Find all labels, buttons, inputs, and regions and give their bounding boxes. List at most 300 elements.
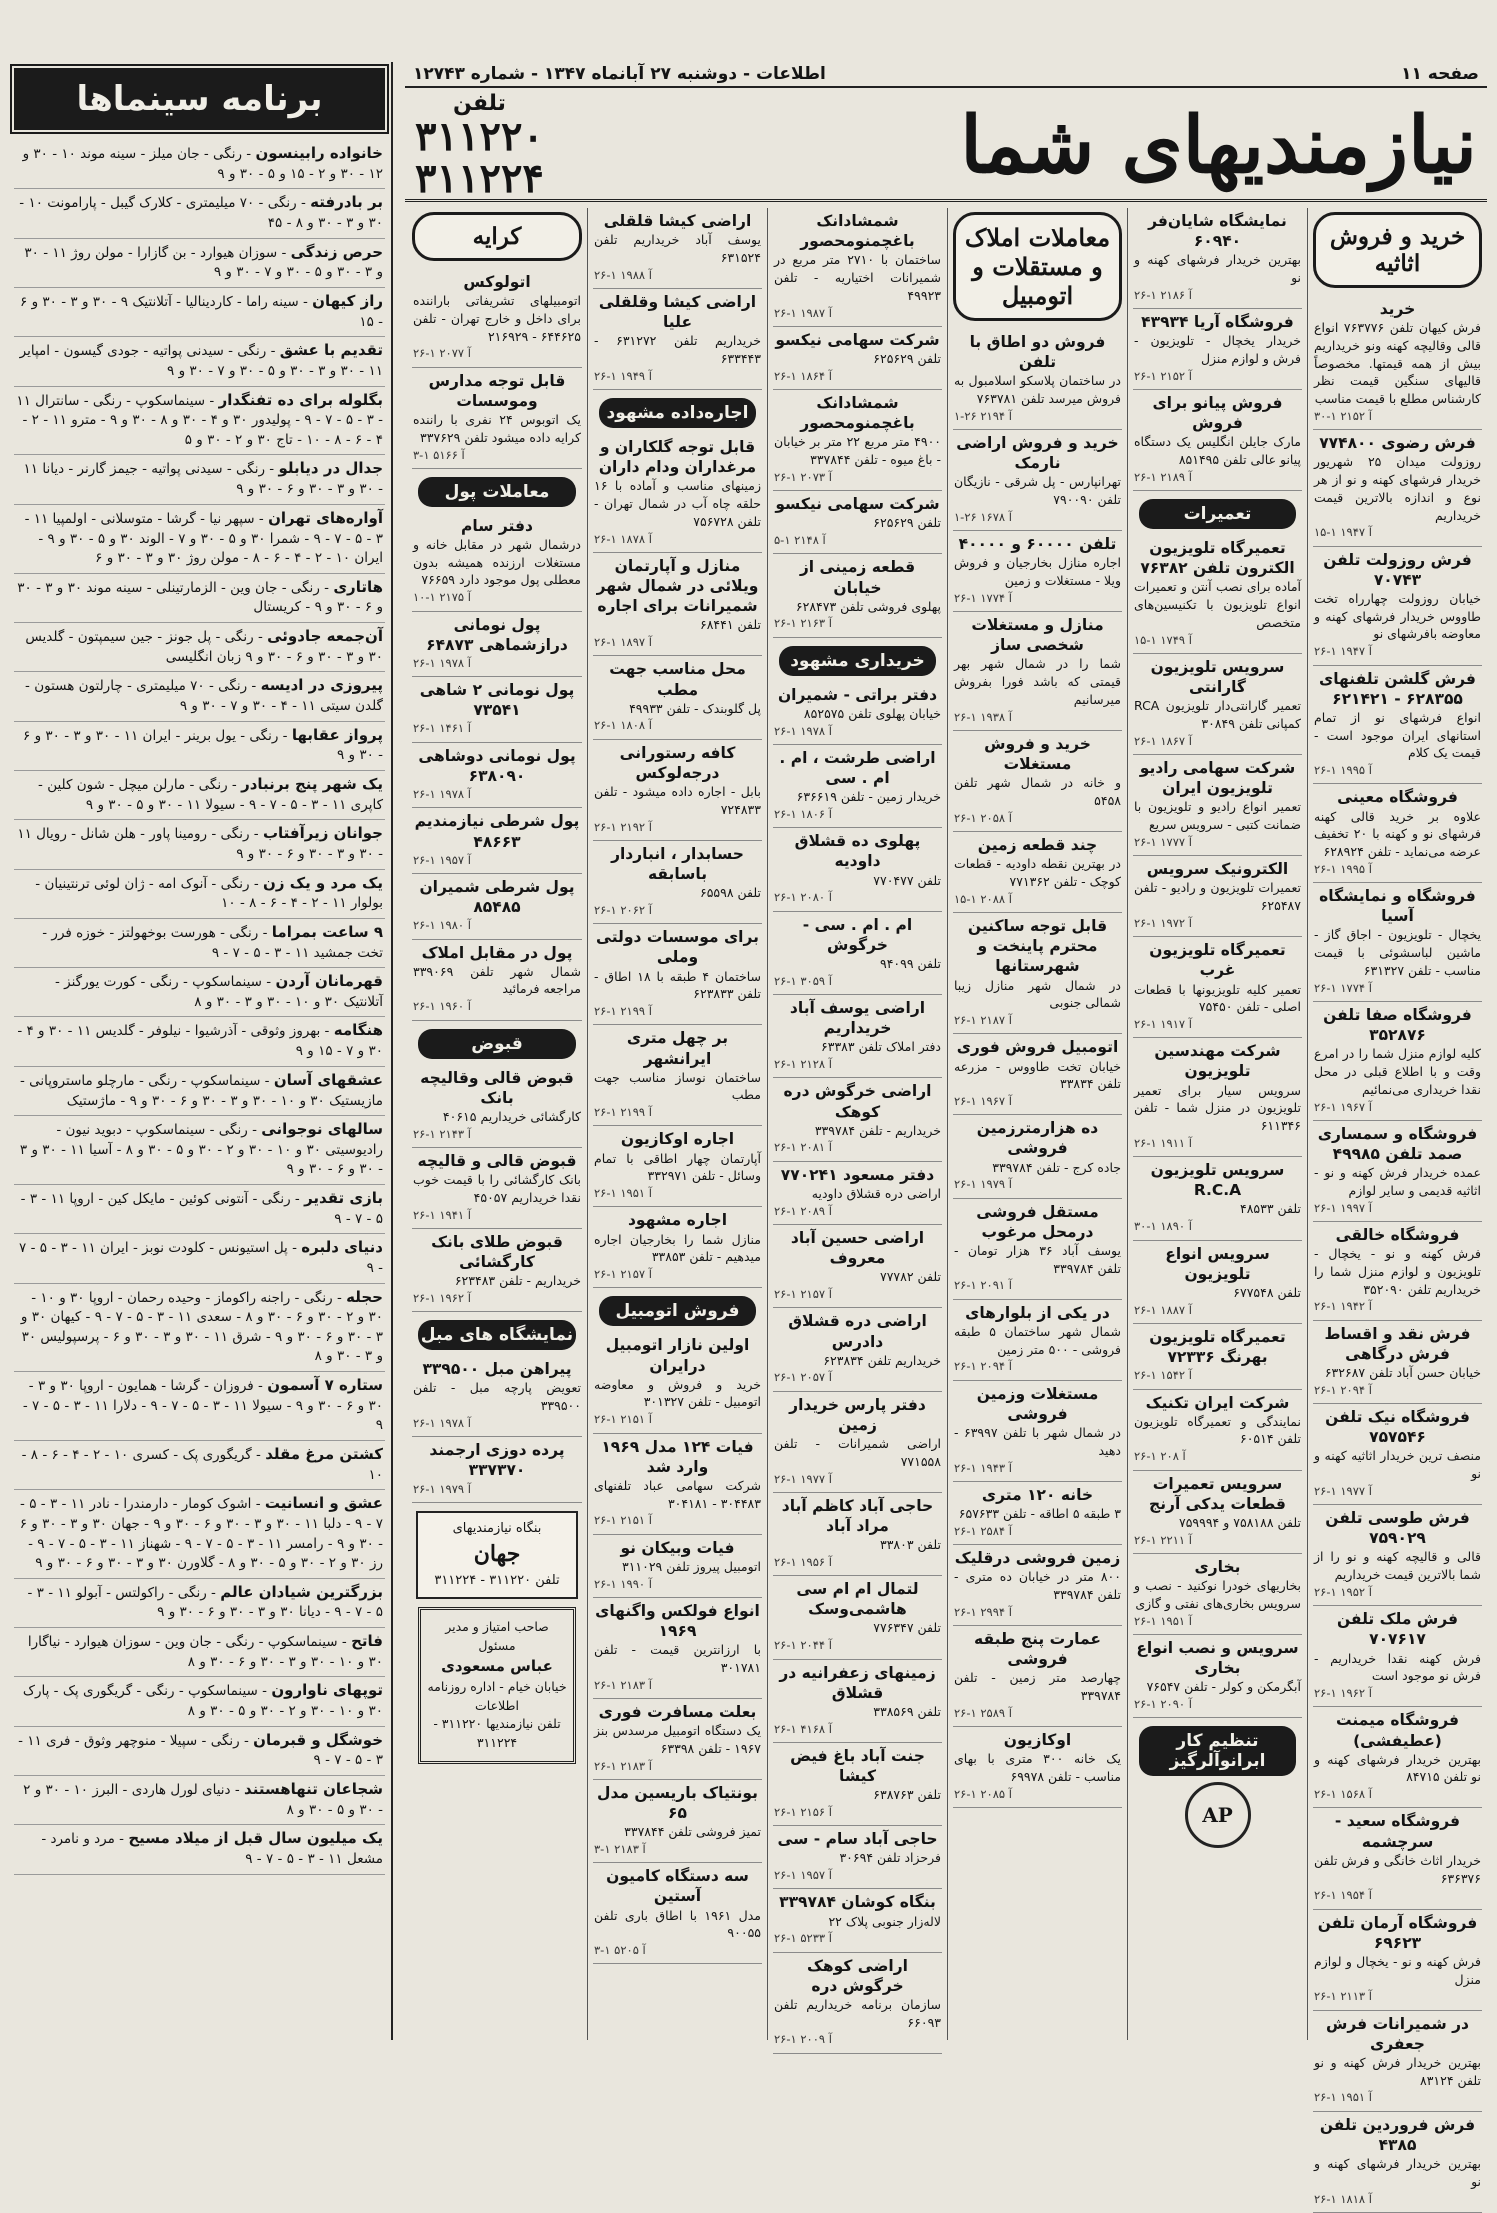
classified-ad: [412, 940, 582, 1021]
ad-text: قالی و قالیچه کهنه و نو را از شما بالاترین قیمت خریداریم: [1314, 1549, 1481, 1583]
ad-title: منازل و مستغلات شخصی ساز: [971, 616, 1104, 655]
cinema-listing: [14, 1579, 385, 1628]
ad-code: ۲۶-۱ آ ۱۹۴۷: [1314, 644, 1372, 659]
separator: -: [253, 1378, 268, 1394]
cinema-listing: [14, 1677, 385, 1726]
ad-text: خریدار زمین - تلفن ۶۳۶۶۱۹: [796, 789, 941, 805]
ad-code: ۲۶-۱ آ ۲۰۶۲: [594, 902, 652, 917]
ad-code: ۲۶-۱ آ ۱۹۶۰: [413, 999, 471, 1014]
classified-ad: [1133, 1471, 1302, 1554]
ad-code: ۲۶-۱ آ ۱۹۴۳: [954, 1460, 1012, 1475]
ad-code: ۲۶-۱ آ ۱۹۳۸: [954, 709, 1012, 724]
ad-code: ۳-۱ آ ۵۱۶۶: [413, 447, 465, 462]
separator: -: [332, 1289, 347, 1306]
classified-ad: [1133, 856, 1302, 937]
sub-section-heading: [1139, 1726, 1296, 1776]
cinema-listing: [14, 574, 385, 623]
ad-text: مدل ۱۹۶۱ با اطاق باری تلفن ۹۰۰۵۵: [594, 1907, 761, 1941]
cinema-listing: [14, 870, 385, 919]
ad-text: فرش کهنه و نو - یخچال - تلویزیون و لوازم منزل شما را خریداریم تلفن ۳۵۲۰۹۰: [1314, 1246, 1481, 1297]
film-title: ستاره ۷ آسمون: [267, 1376, 383, 1394]
film-details: سینماسکوپ - رنگی - گریگوری پک - پارک ۳۰ و ۱۰ - ۳۰ و ۲ - ۳۰ و ۵ - ۳۰ و ۸: [22, 1683, 383, 1719]
ad-code: ۲۶-۱ آ ۱۹۹۵: [1314, 763, 1372, 778]
ad-title: چند قطعه زمین: [977, 836, 1098, 855]
ad-title: قابل توجه ساکنین محترم پاینخت و شهرستانها: [967, 917, 1108, 976]
ad-title: فرش طوسی تلفن ۷۵۹۰۲۹: [1325, 1509, 1470, 1548]
ad-text: اراضی شمیرانات - تلفن ۷۷۱۵۵۸: [774, 1436, 941, 1469]
ad-code: ۲۶-۱ آ ۱۹۷۸: [413, 1415, 471, 1430]
film-details: رنگی - آنتونی کوئین - مایکل کین - اروپا ۱۱ - ۳ - ۵ - ۷ - ۹: [20, 1190, 383, 1227]
ad-code: ۲۶-۱ آ ۱۴۶۱: [413, 721, 471, 736]
separator: -: [230, 1781, 245, 1798]
ad-code: ۲۶-۱ آ ۱۹۱۷: [1134, 1017, 1192, 1032]
ad-text: در شمال شهر با تلفن ۶۳۹۹۷ - دهید: [954, 1425, 1121, 1458]
film-title: یک میلیون سال قبل از میلاد مسیح: [128, 1829, 383, 1848]
ad-title: قابل توجه مدارس وموسسات: [428, 371, 566, 410]
classifieds-area: [405, 208, 1487, 2206]
classified-ad: [412, 269, 582, 368]
ad-text: ساختمان ۴ طبقه با ۱۸ اطاق - تلفن ۶۲۳۸۳۳: [594, 968, 761, 1002]
ad-title: دفتر سام: [461, 516, 533, 535]
ad-title: فرش رضوی ۷۷۴۸۰۰: [1319, 434, 1476, 453]
classified-ad: [1313, 547, 1482, 666]
ad-code: ۲۶-۱ آ ۲۱۵۷: [774, 1287, 832, 1302]
film-details: رنگی - رومینا پاور - هلن شانل - رویال ۱۱ - ۳۰ و ۳ - ۳۰ و ۶ - ۳۰ و ۹: [17, 826, 383, 862]
ad-code: ۱-۲۶ آ ۲۱۹۴: [954, 408, 1012, 423]
classified-ad: [773, 828, 942, 911]
ad-title: برای موسسات دولتی وملی: [596, 928, 759, 967]
ad-text: عمده خریدار فرش کهنه و نو - اثاثیه قدیمی و سایر لوازم: [1314, 1165, 1481, 1198]
ad-text: یک خانه ۳۰۰ متری با بهای مناسب - تلفن ۶۹۹۷۸: [954, 1751, 1121, 1785]
ad-code: ۱۵-۱ آ ۱۷۴۹: [1134, 632, 1192, 647]
cinema-listing: [14, 1116, 385, 1185]
separator: -: [247, 678, 261, 695]
column-2: [1127, 208, 1307, 2040]
ad-code: ۲۶-۱ آ ۲۰۸۱: [774, 1140, 832, 1155]
ad-code: ۲۶-۱ آ ۱۹۵۷: [774, 1868, 832, 1883]
ad-text: تلفن ۷۷۰۴۷۷: [873, 872, 941, 888]
ad-title: بر چهل متری ایرانشهر: [626, 1029, 729, 1068]
film-title: شجاعان تنهاهستند: [244, 1779, 383, 1798]
film-details: سوزان هیوارد - بن گازارا - مولن روژ ۱۱ - ۳۰ و ۳ - ۳۰ و ۵ - ۳۰ و ۷ - ۳۰ و ۹: [24, 244, 383, 281]
section-heading: معاملات املاک و مستقلات و اتومبیل: [953, 212, 1122, 321]
ad-title: شرکت ایران تکنیک: [1145, 1393, 1290, 1412]
cinema-listing: [14, 1776, 385, 1825]
ad-text: تعمیر کلیه تلویزیونها با قطعات اصلی - تلفن ۷۵۴۵۰: [1134, 981, 1301, 1015]
cinema-listing: [14, 968, 385, 1017]
ad-text: اتومبیل پیروز تلفن ۳۱۱۰۲۹: [621, 1558, 761, 1574]
classified-ad: [1313, 1606, 1482, 1707]
ad-text: تلفن ۷۷۶۳۴۷: [873, 1620, 941, 1636]
classified-ad: [773, 1225, 942, 1308]
classified-ad: [953, 1545, 1122, 1626]
ad-text: شمال شهر ساختمان ۵ طبقه فروشی - ۵۰۰ متر زمین: [954, 1323, 1121, 1357]
ad-code: ۱۵-۱ آ ۱۹۴۷: [1314, 525, 1372, 540]
classified-ad: [773, 995, 942, 1078]
ad-title: در شمیرانات فرش جعفری: [1326, 2014, 1469, 2053]
film-details: رنگی - مارلن میچل - شون کلین - کاپری ۱۱ - ۳ - ۵ - ۷ - ۹ - سیولا ۱۱ - ۳۰ و ۵ - ۳۰ و ۹: [38, 776, 383, 813]
classified-ad: [1133, 1324, 1302, 1390]
classified-ad: [773, 1162, 942, 1225]
separator: -: [257, 1683, 272, 1700]
classified-ad: [593, 656, 762, 739]
film-title: راز کیهان: [312, 291, 383, 310]
separator: -: [337, 1633, 352, 1650]
ad-code: ۲۶-۱ آ ۱۹۶۲: [413, 1290, 471, 1305]
sub-section-heading: [418, 1320, 576, 1350]
ad-title: فروش اتومبیل: [615, 1301, 740, 1322]
ad-code: ۲۶-۱ آ ۲۵۸۴: [954, 1523, 1012, 1538]
classified-ad: [593, 1535, 762, 1598]
ad-code: ۲۶-۱ آ ۱۹۵۱: [1134, 1613, 1192, 1628]
classified-ad: [412, 1356, 582, 1437]
ad-code: ۳۰-۱ آ ۱۸۹۰: [1134, 1219, 1192, 1234]
classified-ad: [953, 1034, 1122, 1115]
ad-text: زمینهای مناسب و آماده با ۱۶ حلقه چاه آب در شمال تهران - تلفن ۷۵۶۷۲۸: [594, 478, 761, 529]
film-details: رنگی - جان میلز - سینه موند ۱۰ - ۳۰ و ۱۲ - ۳۰ و ۲ - ۱۵ و ۵ - ۳۰ و ۹: [22, 146, 383, 182]
film-details: فروزان - گرشا - همایون - اروپا ۳۰ و ۳ - ۳۰ و ۶ - ۳۰ و ۹ - سیولا ۱۱ - ۳ - ۵ - ۷ - ۹ - دلارا ۱۱ - ۳ - ۵ - ۷ - ۹: [22, 1378, 383, 1434]
ad-code: ۲۶-۱ آ ۱۹۴۱: [413, 1207, 471, 1222]
ad-title: حاجی آباد سام - سی: [777, 1830, 938, 1849]
ad-text: منازل شما را بخارجیان اجاره میدهیم - تلفن ۳۳۸۵۳: [594, 1231, 761, 1265]
ad-title: زمینهای زعفرانیه در قشلاق: [779, 1663, 936, 1702]
ad-code: ۲۶-۱ آ ۲۹۹۴: [954, 1604, 1012, 1619]
ad-title: سرویس انواع تلویزیون: [1165, 1244, 1270, 1283]
ad-title: اراضی طرشت ، ام . ام . سی: [779, 748, 936, 788]
ad-title: شمشادانک باغچمنومحصور: [800, 212, 915, 251]
film-title: هاتاری: [333, 577, 383, 596]
column-5: [587, 208, 767, 2040]
separator: -: [290, 1190, 305, 1207]
ad-text: آبگرمکن و کولر - تلفن ۷۶۵۴۷: [1146, 1679, 1301, 1695]
ad-text: یخچال - تلویزیون - اجاق گاز - ماشین لباسشوئی با قیمت مناسب - تلفن ۶۳۱۳۲۷: [1314, 927, 1481, 978]
box-line: تلفن ۳۱۱۲۲۰ - ۳۱۱۲۲۴: [434, 1573, 560, 1589]
ad-title: فرش فروردین تلفن ۴۳۸۵: [1319, 2115, 1476, 2154]
ad-code: ۲۶-۱ آ ۲۱۹۹: [594, 1004, 652, 1019]
cinema-listings: [14, 140, 385, 1875]
classified-ad: [1133, 1635, 1302, 1718]
cinema-listing: [14, 672, 385, 721]
masthead-phones: [415, 91, 544, 200]
cinema-listing: [14, 1185, 385, 1234]
film-details: رنگی - سیدنی پواتیه - جودی گیسون - امپایر ۱۱ - ۳۰ و ۳ - ۳۰ و ۵ - ۳۰ و ۷ - ۳۰ و ۹: [19, 343, 383, 379]
ad-title: فیات وبیکان نو: [620, 1538, 735, 1557]
ad-text: سرویس سیار برای تعمیر تلویزیون در منزل شما - تلفن ۶۱۱۳۴۶: [1134, 1082, 1301, 1134]
ad-text: یوسف آباد ۳۶ هزار تومان - تلفن ۳۳۹۷۸۴: [954, 1242, 1121, 1276]
ad-code: ۲۶-۱ آ ۱۹۴۹: [594, 368, 652, 383]
ad-title: دفتر براتی - شمیران: [777, 685, 938, 704]
ad-code: ۲۶-۱ آ ۱۷۷۴: [1314, 980, 1372, 995]
film-title: هنگامه: [333, 1021, 383, 1040]
ad-code: ۲۶-۱ آ ۱۹۵۴: [1314, 1888, 1372, 1903]
classified-ad: [412, 1148, 582, 1229]
ad-code: ۲۶-۱ آ ۱۸۷۸: [594, 531, 652, 546]
film-title: فاتح: [351, 1631, 383, 1650]
ad-title: زمین فروشی درقلیک: [954, 1549, 1121, 1568]
classified-ad: [1313, 430, 1482, 546]
classified-ad: [1133, 309, 1302, 390]
sub-section-heading: [599, 1296, 756, 1326]
separator: -: [320, 1023, 334, 1040]
film-details: سینه راما - کاردینالیا - آتلانتیک ۹ - ۳۰ و ۳ - ۳۰ و ۶ - ۱۵: [20, 293, 383, 330]
ad-code: ۲۶-۱ آ ۱۸۶۷: [1134, 733, 1192, 748]
ad-title: اراضی یوسف آباد خریداریم: [789, 999, 926, 1038]
ad-code: ۲۶-۱ آ ۱۷۷۴: [954, 590, 1012, 605]
ad-title: قبوض قالی و قالیچه: [417, 1151, 577, 1170]
classified-ad: [773, 1743, 942, 1826]
column-3: [947, 208, 1127, 2040]
ad-title: فروشگاه خالقی: [1335, 1225, 1460, 1244]
ad-code: ۲۶-۱ آ ۲۰۸۰: [774, 890, 832, 905]
ad-text: شمال شهر تلفن ۳۳۹۰۶۹ مراجعه فرمائید: [413, 963, 581, 997]
ad-text: تلفن ۹۴۰۹۹: [879, 955, 941, 971]
ad-code: ۲۶-۱ آ ۱۹۷۸: [413, 787, 471, 802]
classified-ad: [1313, 1707, 1482, 1808]
cinema-listing: [14, 387, 385, 456]
ad-title: فروشگاه نیک تلفن ۷۵۷۵۴۶: [1325, 1408, 1470, 1447]
cinema-listing: [14, 1372, 385, 1441]
classified-ad: [953, 913, 1122, 1034]
ad-code: ۲۶-۱ آ ۱۹۷۸: [413, 655, 471, 670]
ad-text: در بهترین نقطه داودیه - قطعات کوچک - تلفن ۷۷۱۳۶۲: [954, 856, 1121, 890]
imprint-line: خیابان خیام - اداره روزنامه اطلاعات: [427, 1678, 567, 1713]
classified-ad: [773, 491, 942, 554]
ad-code: ۳-۱ آ ۵۲۰۵: [594, 1943, 646, 1958]
ad-title: قبوض قالی وقالیچه بانک: [420, 1068, 574, 1107]
classified-ad: [412, 1065, 582, 1148]
ad-text: یک دستگاه اتومبیل مرسدس بنز ۱۹۶۷ - تلفن ۶۳۳۹۸: [594, 1723, 761, 1756]
ad-title: فروشگاه آریا ۴۳۹۳۴: [1141, 313, 1294, 332]
cinema-listing: [14, 1017, 385, 1066]
ad-text: ساختمان نوساز مناسب جهت مطب: [594, 1069, 761, 1103]
ad-title: ام . ام . سی - خرگوش: [802, 915, 913, 954]
film-details: سینماسکوپ - رنگی - جان وین - سوزان هیوارد - نیاگارا ۳۰ و ۱۰ - ۳۰ و ۳ - ۳۰ و ۶ - ۳۰ و ۸: [27, 1633, 383, 1670]
ad-text: خریداریم - تلفن ۳۳۹۷۸۴: [814, 1122, 941, 1138]
ad-code: ۲۶-۱ آ ۱۹۷۹: [954, 1177, 1012, 1192]
ad-code: ۲۶-۱ آ ۲۰۷۳: [774, 469, 832, 484]
ad-title: فیات ۱۲۴ مدل ۱۹۶۹ وارد شد: [601, 1437, 754, 1476]
imprint-name: عباس مسعودی: [441, 1657, 553, 1676]
classified-ad: [773, 390, 942, 491]
ad-code: ۲۶-۱ آ ۲۰۸۹: [774, 1203, 832, 1218]
ads-list: [412, 269, 582, 1503]
classified-ad: [593, 1207, 762, 1288]
classified-ad: [1313, 1404, 1482, 1505]
film-title: سالهای نوجوانی: [261, 1120, 383, 1139]
ad-code: ۲۶-۱ آ ۲۵۸۹: [954, 1705, 1012, 1720]
ad-code: ۲۶-۱ آ ۲۱۴۳: [413, 1126, 471, 1141]
ad-text: بانک کارگشائی را با قیمت خوب نقدا خریداریم ۴۵۰۵۷: [413, 1172, 581, 1205]
film-details: سپهر نیا - گرشا - متوسلانی - اولمپیا ۱۱ - ۳ - ۵ - ۷ - ۹ - شمرا ۳۰ و ۵ - ۳۰ و ۷ - الوند ۳۰ و ۵ - ۳۰ و ۹ - ایران ۱۰ - ۲ - ۴ - ۶ - ۸ - مولن روژ ۳۰ و ۳ - ۳۰ و ۶: [24, 510, 383, 567]
ad-code: ۲۶-۱ آ ۲۱۹۲: [594, 819, 652, 834]
film-details: رنگی - ۷۰ میلیمتری - کلارک گیبل - پارامونت ۱۰ - ۳۰ و ۳ - ۳۰ و ۸ - ۴۵: [19, 195, 383, 232]
film-title: دنیای دلبره: [301, 1238, 383, 1257]
ad-title: خانه ۱۲۰ متری: [981, 1485, 1094, 1504]
separator: -: [260, 1072, 274, 1089]
ad-title: پهلوی ده قشلاق داودیه: [794, 832, 921, 871]
ad-code: ۲۶-۱ آ ۲۱۵۷: [594, 1267, 652, 1282]
ad-code: ۲۶-۱ آ ۱۹۷۷: [1314, 1483, 1372, 1498]
ad-code: ۲۶-۱ آ ۱۹۱۱: [1134, 1135, 1192, 1150]
sub-section-heading: [418, 1029, 576, 1059]
ad-text: خریداریم تلفن ۶۳۱۲۷۲ - ۶۳۳۴۴۳: [594, 333, 762, 366]
ad-title: اجاره مشهود: [627, 1211, 728, 1230]
film-title: بازی تقدیر: [304, 1188, 383, 1207]
phone-number-1: ۳۱۱۲۲۰: [415, 113, 544, 160]
ad-title: خریداری مشهود: [790, 650, 925, 671]
separator: -: [277, 244, 291, 261]
ad-title: لتمال ام ام سی هاشمی‌وسک: [796, 1580, 919, 1619]
page-number: صفحه ۱۱: [1401, 64, 1479, 84]
ad-title: فروشگاه میمنت (عطیفشی): [1335, 1711, 1460, 1750]
film-details: رنگی - راجنه راکوماز - وحیده رحمان - اروپا ۳۰ و ۱۰ - ۳۰ و ۲ - ۳۰ و ۶ - ۳۰ و ۸ - سعدی ۱۱ - ۳ - ۵ - ۷ - ۹ - کیهان ۳۰ و ۳ - ۳۰ و ۶ - ۳۰ و ۹ - شرق ۱۱ - ۳۰ و ۳ - ۳۰ و ۶ - پرسپولیس ۳۰ و ۳ - ۳۰ و ۸: [20, 1289, 383, 1365]
ad-text: تلفن ۷۷۷۸۲: [879, 1269, 941, 1285]
film-details: پل استیونس - کلودت نوبز - ایران ۱۱ - ۳ - ۵ - ۷ - ۹: [19, 1240, 383, 1276]
ad-text: خیابان حسن آباد تلفن ۶۳۲۶۸۷: [1324, 1364, 1481, 1380]
ad-title: اولین نازار اتومبیل درایران: [605, 1336, 750, 1375]
ad-text: تلفن ۷۵۸۱۸۸ و ۷۵۹۹۹۴: [1178, 1514, 1301, 1530]
publisher-imprint: [418, 1607, 576, 1764]
classified-ad: [593, 841, 762, 924]
ads-list: [593, 208, 762, 1964]
classified-ad: [412, 808, 582, 874]
ad-code: ۲۶-۱ آ ۲۰۰۹: [774, 2032, 832, 2047]
ad-text: تلفن ۶۲۵۶۲۹: [873, 515, 941, 531]
ad-text: بهترین خریدار فرش کهنه و نو تلفن ۸۳۱۲۴: [1314, 2054, 1481, 2088]
ad-code: ۲۶-۱ آ ۵۲۳۳: [774, 1931, 832, 1946]
ad-code: ۲۶-۱ آ ۱۹۵۷: [413, 852, 471, 867]
ad-code: ۱-۲۶ آ ۱۶۷۸: [954, 509, 1012, 524]
classified-ad: [1313, 296, 1482, 430]
separator: -: [249, 875, 264, 892]
film-details: رنگی - سپیلا - منوچهر وثوق - فری ۱۱ - ۳ - ۵ - ۷ - ۹: [18, 1732, 383, 1769]
ad-code: ۲۶-۱ آ ۲۰۹۴: [954, 1359, 1012, 1374]
ad-text: خیابان تخت طاووس - مزرعه تلفن ۳۳۸۳۴: [954, 1058, 1121, 1092]
ads-list: [1313, 296, 1482, 2213]
film-details: گریگوری پک - کسری ۱۰ - ۲ - ۴ - ۶ - ۸ - ۱۰: [21, 1446, 383, 1483]
ads-list: [773, 208, 942, 2054]
classified-ad: [773, 1953, 942, 2054]
classified-ad: [773, 912, 942, 995]
column-6: [407, 208, 587, 2040]
ad-title: شرکت سهامی رادیو تلویزیون ایران: [1139, 759, 1296, 798]
film-title: جوانان زیرآفتاب: [262, 824, 383, 843]
ad-code: ۲۶-۱ آ ۱۹۷۲: [1134, 915, 1192, 930]
classified-ad: [773, 1826, 942, 1889]
classified-ad: [593, 1126, 762, 1207]
ad-title: قطعه زمینی از خیابان: [799, 558, 916, 597]
separator: -: [298, 293, 313, 310]
film-title: خانواده رابینسون: [255, 144, 383, 162]
ad-code: ۲۶-۱ آ ۲۰۸۵: [954, 1786, 1012, 1801]
ad-text: تلفن ۳۳۸۰۳: [879, 1537, 941, 1553]
film-title: ۹ ساعت بمراما: [271, 922, 383, 941]
ad-code: ۲۶-۱ آ ۱۹۴۲: [1314, 1299, 1372, 1314]
publisher-logo: AP: [1185, 1782, 1251, 1848]
ad-text: بهترین خریدار فرشهای کهنه و نو: [1134, 252, 1301, 286]
sub-section-heading: [599, 398, 756, 428]
separator: -: [296, 195, 311, 212]
ad-code: ۲۶-۱ آ ۱۵۴۲: [1134, 1368, 1192, 1383]
separator: -: [254, 510, 269, 527]
ad-text: انواع فرشهای نو از تمام استانهای ایران موجود است - قیمت یک کلام: [1314, 709, 1481, 761]
separator: -: [206, 1584, 221, 1601]
ad-code: ۲۶-۱ آ ۲۱۵۶: [774, 1804, 832, 1819]
ad-code: ۲۶-۱ آ ۲۰۵۷: [774, 1370, 832, 1385]
ad-text: علاوه بر خرید قالی کهنه فرشهای نو و کهنه با ۲۰ تخفیف عرضه می‌نماید - تلفن ۶۲۸۹۲۴: [1314, 808, 1482, 860]
ad-title: الکترونیک سرویس: [1146, 860, 1289, 879]
classified-ad: [953, 329, 1122, 430]
sub-section-heading: [779, 646, 936, 676]
classified-ad: [593, 289, 762, 390]
ad-code: ۲۶-۱ آ ۱۹۶۷: [954, 1094, 1012, 1109]
ad-title: فرش گلشن تلفنهای ۶۲۸۳۵۵ - ۶۲۱۴۲۱: [1319, 669, 1476, 708]
separator: -: [265, 461, 279, 478]
classified-ad: [773, 1078, 942, 1161]
classified-ad: [953, 1727, 1122, 1808]
ad-code: ۲۶-۱ آ ۱۹۷۷: [774, 1471, 832, 1486]
ad-title: شرکت سهامی نیکسو: [775, 330, 940, 349]
ad-code: ۲۶-۱ آ ۲۰۵۸: [954, 810, 1012, 825]
classified-ad: [1313, 1910, 1482, 2011]
classified-ad: [593, 1434, 762, 1535]
ad-title: حسابدار ، انباردار باسابقه: [611, 844, 744, 884]
ad-code: ۲۶-۱ آ ۱۹۹۰: [594, 1576, 652, 1591]
ad-code: ۲۶-۱ آ ۲۰۹۱: [954, 1278, 1012, 1293]
ad-code: ۲۶-۱ آ ۱۹۵۶: [774, 1554, 832, 1569]
ad-title: دفتر پارس خریدار زمین: [789, 1395, 926, 1434]
classified-ad: [773, 1392, 942, 1493]
ad-title: فروشگاه سعید - سرچشمه: [1334, 1812, 1461, 1851]
cinema-listing: [14, 1825, 385, 1874]
ad-code: ۲۶-۱ آ ۱۹۶۷: [1314, 1099, 1372, 1114]
ad-text: با ارزانترین قیمت - تلفن ۳۰۱۷۸۱: [594, 1642, 761, 1675]
box-line: بنگاه نیازمندیهای: [452, 1520, 542, 1536]
film-title: کشتن مرغ مقلد: [265, 1444, 383, 1463]
classified-ad: [953, 612, 1122, 731]
classified-ad: [1313, 1321, 1482, 1404]
ad-code: ۳۰-۱ آ ۲۱۵۲: [1314, 408, 1372, 423]
ad-code: ۲۶-۱ آ ۱۸۰۸: [594, 718, 652, 733]
classified-ad: [593, 553, 762, 657]
cinema-listing: [14, 239, 385, 288]
ad-title: سرویس تلویزیون R.C.A: [1150, 1161, 1285, 1200]
ad-title: مستغلات وزمین فروشی: [976, 1384, 1099, 1423]
ad-title: قبوض طلای بانک کارگشائی: [431, 1232, 563, 1272]
page-title: نیازمندیهای شما: [960, 99, 1477, 191]
ad-title: قابل توجه گلکاران و مرغداران ودام داران: [598, 438, 757, 477]
classified-ad: [1313, 1808, 1482, 1909]
ad-text: تلفن ۶۷۷۵۴۸: [1233, 1284, 1301, 1300]
film-title: یک شهر پنج برنبادر: [241, 774, 383, 793]
ad-text: بخاریهای خودرا نوکنید - نصب و سرویس بخاری‌های نفتی و گازی: [1134, 1578, 1301, 1611]
classified-ad: [593, 1699, 762, 1780]
ad-title: پرده دوزی ارجمند ۳۳۷۳۷۰: [429, 1441, 565, 1480]
ad-title: نمایشگاه های مبل: [420, 1325, 574, 1346]
ad-code: ۲۶-۱ آ ۲۱۵۱: [594, 1412, 652, 1427]
ad-title: کافه رستورانی درجه‌لوکس: [619, 743, 736, 782]
ad-title: فروش دو اطاق با تلفن: [969, 333, 1106, 372]
ad-text: چهارصد متر زمین - تلفن ۳۳۹۷۸۴: [954, 1670, 1121, 1704]
ad-code: ۱۰-۱ آ ۲۱۷۵: [413, 590, 471, 605]
classified-ad: [1313, 1222, 1482, 1321]
film-details: رنگی - راکولتس - آبولو ۱۱ - ۳ - ۵ - ۷ - ۹ - دیانا ۳۰ و ۳ - ۳۰ و ۶ - ۳۰ و ۹: [27, 1584, 383, 1621]
ad-title: دفتر مسعود ۷۷۰۲۴۱: [780, 1165, 935, 1184]
cinema-heading: برنامه سینماها: [14, 68, 385, 130]
ad-text: خریدار اثاث خانگی و فرش تلفن ۶۳۶۳۷۶: [1314, 1852, 1481, 1886]
film-title: حرص زندگی: [290, 242, 383, 261]
film-title: یک مرد و یک زن: [263, 873, 383, 892]
